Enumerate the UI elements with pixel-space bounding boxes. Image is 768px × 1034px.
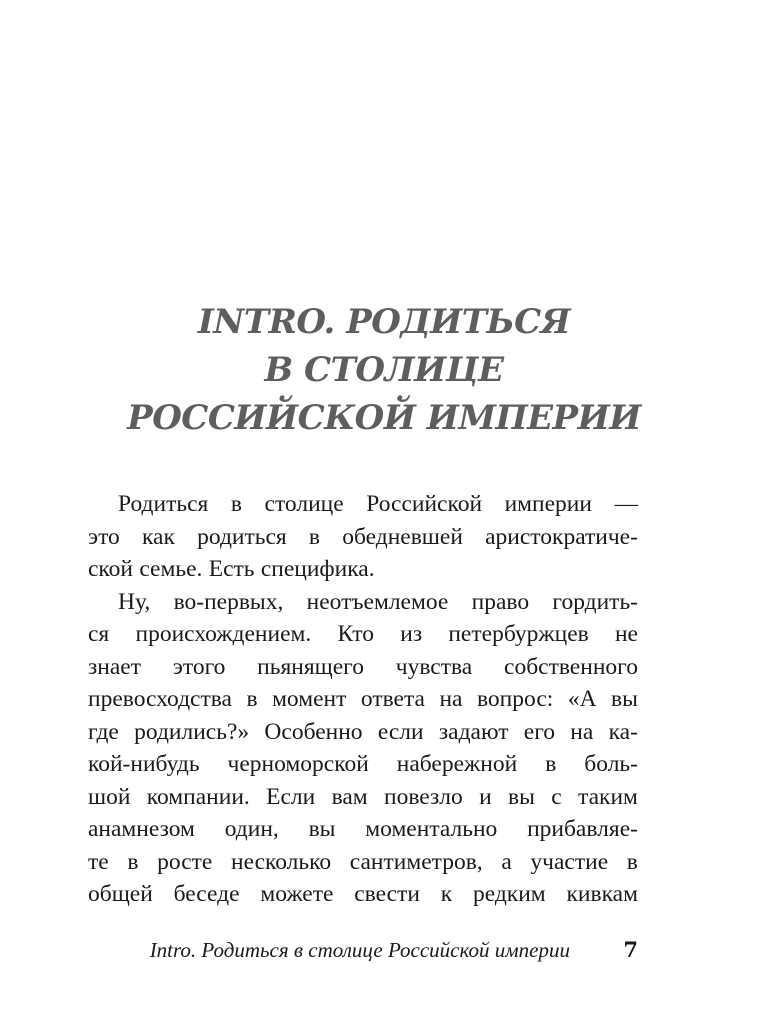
word: знает bbox=[88, 653, 141, 680]
word: обедневшей bbox=[342, 523, 463, 550]
text-line bbox=[88, 521, 638, 554]
word: право bbox=[471, 588, 530, 615]
word: в bbox=[246, 686, 258, 712]
word: участие bbox=[530, 848, 609, 875]
word: шой bbox=[88, 783, 131, 810]
word: специфика. bbox=[260, 556, 375, 582]
word: ской bbox=[88, 556, 133, 582]
word: набережной bbox=[396, 751, 518, 777]
word: если bbox=[377, 718, 424, 745]
word: аристократиче- bbox=[485, 523, 638, 550]
word: кивкам bbox=[566, 881, 638, 907]
word: Кто bbox=[337, 621, 374, 647]
word: вопрос: bbox=[477, 686, 554, 712]
word: момент bbox=[272, 686, 347, 712]
text-line bbox=[88, 846, 638, 879]
paragraph bbox=[88, 586, 638, 911]
word: вы bbox=[611, 686, 638, 712]
word: черноморской bbox=[227, 751, 369, 777]
word: родились?» bbox=[134, 718, 250, 745]
word: компании. bbox=[146, 783, 250, 810]
word: ответа bbox=[360, 686, 425, 712]
word: Есть bbox=[208, 556, 255, 582]
text-line bbox=[88, 813, 638, 846]
word: ся bbox=[88, 621, 110, 647]
word: это bbox=[88, 523, 120, 550]
word: а bbox=[501, 848, 512, 875]
word: империи bbox=[504, 491, 592, 517]
word: росте bbox=[157, 848, 213, 875]
word: на bbox=[570, 718, 594, 745]
chapter-title-line-1: INTRO. РОДИТЬСЯ bbox=[197, 302, 571, 342]
word: с bbox=[551, 783, 562, 810]
word: сантиметров, bbox=[349, 848, 483, 875]
word: Российской bbox=[366, 491, 483, 517]
word: превосходства bbox=[88, 686, 232, 712]
word: столице bbox=[264, 491, 344, 517]
word: — bbox=[614, 491, 638, 517]
word: в bbox=[127, 848, 139, 875]
page-number: 7 bbox=[623, 937, 638, 962]
page-footer bbox=[88, 934, 638, 966]
word: происхождением. bbox=[135, 621, 312, 647]
word: неотъемлемое bbox=[306, 588, 449, 615]
word: к bbox=[440, 881, 453, 907]
word: редким bbox=[472, 881, 546, 907]
word: Если bbox=[266, 783, 316, 810]
word: в bbox=[308, 523, 321, 550]
chapter-title-line-2: В СТОЛИЦЕ bbox=[264, 350, 504, 390]
word: общей bbox=[88, 881, 153, 907]
chapter-title bbox=[0, 298, 768, 442]
word: вы bbox=[508, 783, 535, 810]
word: на bbox=[439, 686, 463, 712]
word: в bbox=[545, 751, 557, 777]
word: его bbox=[523, 718, 556, 745]
word: несколько bbox=[231, 848, 332, 875]
word: этого bbox=[172, 653, 226, 680]
text-line bbox=[88, 618, 638, 651]
word: таким bbox=[578, 783, 638, 810]
running-head: Intro. Родиться в столице Российской империи bbox=[149, 938, 570, 962]
text-line bbox=[88, 651, 638, 684]
word: гордить- bbox=[552, 588, 638, 615]
word: те bbox=[88, 848, 109, 875]
word: не bbox=[614, 621, 638, 647]
word: как bbox=[142, 523, 175, 550]
word: и bbox=[479, 783, 492, 810]
word: вам bbox=[331, 783, 368, 810]
word: в bbox=[230, 491, 242, 517]
word: моментально bbox=[365, 816, 498, 842]
word: семье. bbox=[139, 556, 203, 582]
word: задают bbox=[438, 718, 509, 745]
word: Ну, bbox=[118, 588, 151, 615]
word: вы bbox=[308, 816, 336, 842]
text-line bbox=[88, 683, 638, 716]
text-line bbox=[88, 716, 638, 749]
text-line bbox=[88, 553, 638, 586]
word: один, bbox=[224, 816, 279, 842]
word: анамнезом bbox=[88, 816, 195, 842]
word: Родиться bbox=[118, 491, 209, 517]
word: повезло bbox=[384, 783, 463, 810]
word: боль- bbox=[584, 751, 638, 777]
word: петербуржцев bbox=[448, 621, 589, 647]
word: во-первых, bbox=[173, 588, 284, 615]
word: где bbox=[88, 718, 119, 745]
word: в bbox=[626, 848, 638, 875]
word: из bbox=[400, 621, 423, 647]
text-line bbox=[88, 488, 638, 521]
paragraph bbox=[88, 488, 638, 586]
word: свести bbox=[354, 881, 420, 907]
text-line bbox=[88, 781, 638, 814]
text-line bbox=[88, 748, 638, 781]
word: беседе bbox=[173, 881, 240, 907]
word: пьянящего bbox=[257, 653, 364, 680]
body-text bbox=[88, 488, 638, 911]
word: ка- bbox=[608, 718, 638, 745]
word: можете bbox=[260, 881, 334, 907]
word: «А bbox=[567, 686, 597, 712]
word: прибавляе- bbox=[527, 816, 638, 842]
word: кой-нибудь bbox=[88, 751, 200, 777]
text-line bbox=[88, 586, 638, 619]
chapter-title-line-3: РОССИЙСКОЙ ИМПЕРИИ bbox=[127, 398, 641, 438]
word: чувства bbox=[395, 653, 473, 680]
word: родиться bbox=[197, 523, 287, 550]
word: собственного bbox=[504, 653, 638, 680]
text-line bbox=[88, 878, 638, 911]
word: Особенно bbox=[264, 718, 363, 745]
